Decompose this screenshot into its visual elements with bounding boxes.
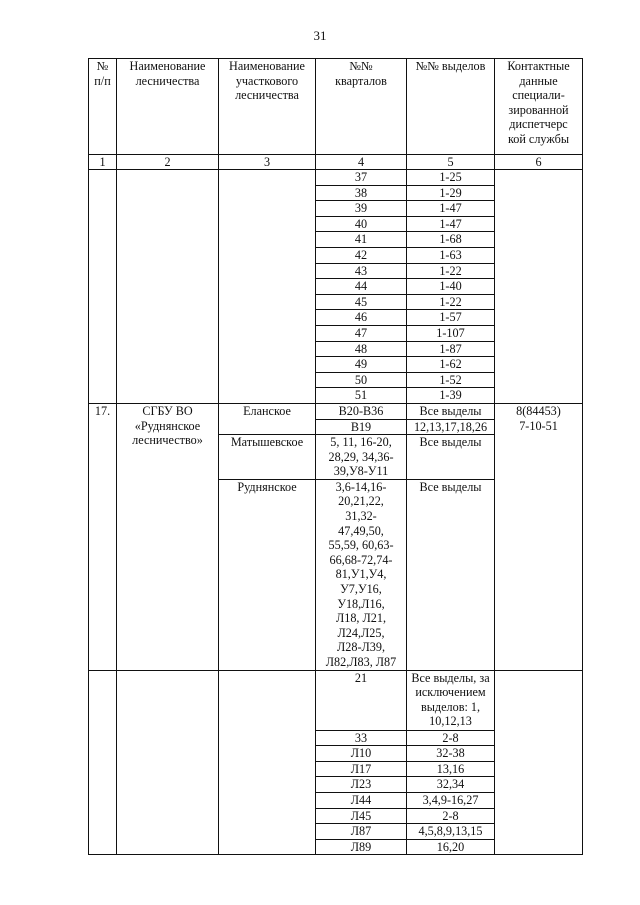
vydel-cell: 32,34 [407, 777, 495, 793]
kvartal-cell: 38 [316, 185, 407, 201]
header-cell-uchastkovoe: Наименование участкового лесничества [219, 59, 316, 155]
vydel-cell: 1-87 [407, 341, 495, 357]
empty-cell [89, 670, 117, 855]
column-number: 3 [219, 155, 316, 170]
lesnichestvo-name: СГБУ ВО «Руднянское лесничество» [117, 403, 219, 670]
column-number: 2 [117, 155, 219, 170]
vydel-cell: Все выделы [407, 479, 495, 670]
vydel-cell: 1-22 [407, 263, 495, 279]
kvartal-cell: 39 [316, 201, 407, 217]
kvartal-cell: В20-В36 [316, 403, 407, 419]
vydel-cell: 12,13,17,18,26 [407, 419, 495, 435]
kvartal-cell: 40 [316, 216, 407, 232]
vydel-cell: 1-107 [407, 325, 495, 341]
vydel-cell: 1-47 [407, 201, 495, 217]
kvartal-cell: Л17 [316, 761, 407, 777]
table-row [89, 403, 583, 419]
table-row [89, 670, 583, 730]
vydel-cell: 1-22 [407, 294, 495, 310]
kvartal-cell: 21 [316, 670, 407, 730]
kvartal-cell: 43 [316, 263, 407, 279]
vydel-cell: 1-39 [407, 388, 495, 404]
column-number: 6 [495, 155, 583, 170]
kvartal-cell: 51 [316, 388, 407, 404]
header-cell-lesnichestvo: Наименование лесничества [117, 59, 219, 155]
empty-cell [117, 170, 219, 404]
vydel-cell: 1-25 [407, 170, 495, 186]
empty-cell [495, 670, 583, 855]
kvartal-cell: 41 [316, 232, 407, 248]
vydel-cell: 3,4,9-16,27 [407, 792, 495, 808]
forestry-table [88, 58, 583, 855]
vydel-cell: 1-52 [407, 372, 495, 388]
kvartal-cell: 42 [316, 247, 407, 263]
vydel-cell: 32-38 [407, 746, 495, 762]
header-cell-contacts: Контактные данные специали- зированной диспетчерс кой службы [495, 59, 583, 155]
kvartal-cell: 46 [316, 310, 407, 326]
vydel-cell: 13,16 [407, 761, 495, 777]
kvartal-cell: 33 [316, 730, 407, 746]
table-row [89, 170, 583, 186]
empty-cell [219, 670, 316, 855]
kvartal-cell: 50 [316, 372, 407, 388]
column-number: 5 [407, 155, 495, 170]
kvartal-cell: 44 [316, 279, 407, 295]
vydel-cell: Все выделы [407, 403, 495, 419]
vydel-cell: 2-8 [407, 808, 495, 824]
vydel-cell: 16,20 [407, 839, 495, 855]
vydel-cell: 1-62 [407, 357, 495, 373]
header-row [89, 59, 583, 155]
kvartal-cell: 47 [316, 325, 407, 341]
kvartal-cell: В19 [316, 419, 407, 435]
vydel-cell: 1-63 [407, 247, 495, 263]
vydel-cell: 1-29 [407, 185, 495, 201]
kvartal-cell: Л10 [316, 746, 407, 762]
kvartal-cell: 45 [316, 294, 407, 310]
kvartal-cell: Л89 [316, 839, 407, 855]
empty-cell [117, 670, 219, 855]
header-cell-vydely: №№ выделов [407, 59, 495, 155]
kvartal-cell: 3,6-14,16- 20,21,22, 31,32- 47,49,50, 55,59, 60,63- 66,68-72,74- 81,У1,У4, У7,У16, У18,Л16, Л18, Л21, Л24,Л25, Л28-Л39, Л82,Л83, Л87 [316, 479, 407, 670]
vydel-cell: Все выделы, за исключением выделов: 1, 10,12,13 [407, 670, 495, 730]
kvartal-cell: 5, 11, 16-20, 28,29, 34,36- 39,У8-У11 [316, 435, 407, 480]
header-cell-number: № п/п [89, 59, 117, 155]
header-cell-kvartaly: №№ кварталов [316, 59, 407, 155]
uchastkovoe-name: Руднянское [219, 479, 316, 670]
uchastkovoe-name: Матышевское [219, 435, 316, 480]
vydel-cell: Все выделы [407, 435, 495, 480]
column-number: 4 [316, 155, 407, 170]
empty-cell [495, 170, 583, 404]
empty-cell [89, 170, 117, 404]
vydel-cell: 2-8 [407, 730, 495, 746]
vydel-cell: 4,5,8,9,13,15 [407, 824, 495, 840]
kvartal-cell: Л23 [316, 777, 407, 793]
page-number: 31 [313, 28, 327, 43]
vydel-cell: 1-68 [407, 232, 495, 248]
contact-cell: 8(84453) 7-10-51 [495, 403, 583, 670]
kvartal-cell: Л45 [316, 808, 407, 824]
uchastkovoe-name: Еланское [219, 403, 316, 434]
empty-cell [219, 170, 316, 404]
vydel-cell: 1-40 [407, 279, 495, 295]
vydel-cell: 1-47 [407, 216, 495, 232]
column-number: 1 [89, 155, 117, 170]
entry-number: 17. [89, 403, 117, 670]
column-number-row [89, 155, 583, 170]
kvartal-cell: 37 [316, 170, 407, 186]
vydel-cell: 1-57 [407, 310, 495, 326]
kvartal-cell: Л44 [316, 792, 407, 808]
kvartal-cell: 49 [316, 357, 407, 373]
kvartal-cell: Л87 [316, 824, 407, 840]
kvartal-cell: 48 [316, 341, 407, 357]
